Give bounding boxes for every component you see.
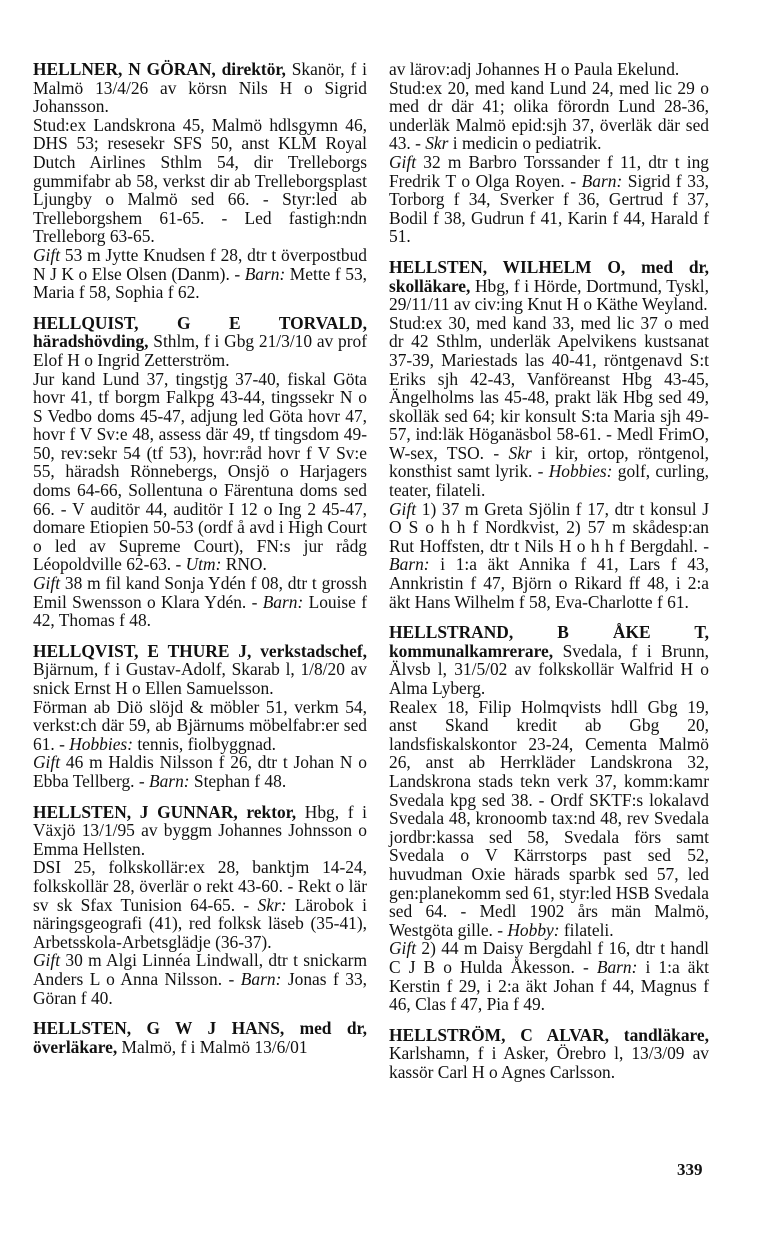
entry-text: Stud:ex 20, med kand Lund 24, med lic 29 o med dr där 41; olika förordn Lund 28-36, underläk Malmö epid:sjh 37, överläk där sed 43. - xyxy=(389,77,709,154)
entry-headword: HELLNER, N GÖRAN, direktör, xyxy=(33,59,286,79)
entry-text: 32 m Barbro Torssander f 11, dtr t ing Fredrik T o Olga Royen. - xyxy=(389,151,709,191)
biography-entry xyxy=(389,258,709,611)
entry-text: Malmö, f i Malmö 13/6/01 xyxy=(117,1036,308,1057)
entry-paragraph xyxy=(33,951,367,1007)
entry-headword: HELLSTRAND, B ÅKE T, kommunalkamrerare, xyxy=(389,622,709,661)
entry-paragraph xyxy=(33,574,367,630)
entry-label: Gift xyxy=(389,938,417,959)
entry-paragraph xyxy=(389,153,709,246)
entry-text: Lärobok i näringsgeografi (41), red folksk läseb (35-41), Arbetsskola-Arbetsglädje (36-37). xyxy=(33,894,367,952)
entry-paragraph xyxy=(33,246,367,302)
biography-entry xyxy=(33,642,367,791)
entry-text: Hbg, f i Växjö 13/1/95 av byggm Johannes Johnsson o Emma Hellsten. xyxy=(33,801,368,859)
entry-label: Barn: xyxy=(244,263,286,284)
entry-label: Gift xyxy=(389,151,417,172)
entry-text: 2) 44 m Daisy Bergdahl f 16, dtr t handl C J B o Hulda Åkesson. - xyxy=(389,938,709,977)
entry-label: Hobbies: xyxy=(69,733,133,754)
biography-entry xyxy=(33,1019,367,1056)
entry-paragraph xyxy=(389,500,709,612)
entry-label: Hobbies: xyxy=(548,461,613,482)
entry-label: Barn: xyxy=(262,591,304,612)
entry-intro xyxy=(33,1019,367,1056)
entry-text: i 1:a äkt Annika f 41, Lars f 43, Annkristin f 47, Björn o Rikard ff 48, i 2:a äkt Hans Wilhelm f 58, Eva-Charlotte f 61. xyxy=(389,554,709,612)
biography-entry xyxy=(33,60,367,302)
entry-label: Gift xyxy=(389,498,417,519)
entry-label: Gift xyxy=(33,573,61,594)
entry-text: golf, curling, teater, filateli. xyxy=(389,461,709,501)
entry-text: Realex 18, Filip Holmqvists hdll Gbg 19, anst Skand kredit ab Gbg 20, landsfiskalskontor 23-24, Cementa Malmö 26, anst ab Herrkläder Landskrona 32, Landskrona stads tekn verk 37, komm:kamr Svedala kpg sed 38. - Ordf SKTF:s lokalavd Svedala 48, kronoomb tax:nd 48, rev Svedala jordbr:kassa sed 58, Svedala förs samt Svedala o V Kärrstorps past sed 52, huvudman Oxie härads sparbk sed 57, led gen:planekomm sed 61, styr:led HSB Svedala sed 64. - Medl 1902 års män Malmö, Westgöta gille. - xyxy=(389,696,709,940)
entry-text: i medicin o pediatrik. xyxy=(448,133,602,154)
left-column xyxy=(33,60,367,1068)
entry-paragraph xyxy=(389,314,709,500)
entry-headword: HELLQVIST, E THURE J, verkstadschef, xyxy=(33,640,367,661)
entry-text: i 1:a äkt Kerstin f 29, i 2:a äkt Johan f 44, Magnus f 46, Clas f 47, Pia f 49. xyxy=(389,956,709,1015)
entry-paragraph xyxy=(33,858,367,951)
entry-intro xyxy=(389,258,709,314)
entry-intro xyxy=(389,1026,709,1082)
entry-intro xyxy=(389,623,709,697)
entry-text: Sigrid f 33, Torborg f 34, Sverker f 36, Gertrud f 37, Bodil f 38, Gudrun f 41, Karin f 44, Harald f 51. xyxy=(389,170,709,247)
entry-paragraph xyxy=(33,698,367,754)
entry-text: Stephan f 48. xyxy=(189,770,287,791)
entry-text: 38 m fil kand Sonja Ydén f 08, dtr t grossh Emil Swensson o Klara Ydén. - xyxy=(33,573,367,612)
biography-entry xyxy=(389,1026,709,1082)
entry-intro xyxy=(33,60,367,116)
entry-text: Louise f 42, Thomas f 48. xyxy=(33,591,367,631)
entry-headword: HELLSTEN, G W J HANS, med dr, överläkare, xyxy=(33,1018,367,1057)
entry-label: Gift xyxy=(33,244,61,265)
entry-text: 1) 37 m Greta Sjölin f 17, dtr t konsul J O S o h h f Nordkvist, 2) 57 m skådesp:an Rut Hoffsten, dtr t Nils H o h h f Bergdahl. - xyxy=(389,498,709,556)
entry-label: Utm: xyxy=(185,554,222,575)
biography-entry xyxy=(389,623,709,1013)
entry-label: Barn: xyxy=(596,956,638,977)
entry-headword: HELLSTEN, WILHELM O, med dr, skolläkare, xyxy=(389,256,709,296)
entry-paragraph xyxy=(33,753,367,790)
entry-text: 30 m Algi Linnéa Lindwall, dtr t snickarm Anders L o Anna Nilsson. - xyxy=(33,950,367,989)
entry-text: Förman ab Diö slöjd & möbler 51, verkm 54, verkst:ch där 59, ab Bjärnums möbelfabr:er sed 61. - xyxy=(33,696,367,754)
entry-paragraph xyxy=(389,698,709,940)
entry-headword: HELLSTRÖM, C ALVAR, tandläkare, xyxy=(389,1024,709,1045)
entry-intro xyxy=(33,803,367,859)
entry-text: Jur kand Lund 37, tingstjg 37-40, fiskal Göta hovr 41, tf borgm Falkpg 43-44, tingssekr N o S Vedbo doms 45-47, adjung led Göta hovr 47, hovr f V Sv:e 48, assess där 49, tf tingsdom 49-50, rev:sekr 54 (tf 53), hovr:råd hovr f V Sv:e 55, häradsh Rönnebergs, Onsjö o Harjagers doms 64-66, Sollentuna o Färentuna doms sed 66. - V auditör 44, auditör I 12 o Ing 2 45-47, domare Etiopien 50-53 (ordf å avd i High Court o led av Supreme Court), FN:s jur rådg Léopoldville 62-63. - xyxy=(33,368,367,575)
biography-entry xyxy=(389,60,709,246)
entry-headword: HELLQUIST, G E TORVALD, häradshövding, xyxy=(33,312,367,352)
entry-text: DSI 25, folkskollär:ex 28, banktjm 14-24, folkskollär 28, överlär o rekt 43-60. - Rekt o lär sv sk Sfax Tunision 64-65. - xyxy=(33,857,367,915)
entry-text: 46 m Haldis Nilsson f 26, dtr t Johan N o Ebba Tellberg. - xyxy=(33,752,367,791)
entry-label: Skr: xyxy=(257,894,287,915)
entry-text: tennis, fiolbyggnad. xyxy=(133,733,276,754)
entry-text: Bjärnum, f i Gustav-Adolf, Skarab l, 1/8/20 av snick Ernst H o Ellen Samuelsson. xyxy=(33,659,367,698)
entry-label: Gift xyxy=(33,950,61,971)
entry-paragraph xyxy=(33,370,367,575)
entry-text: Jonas f 33, Göran f 40. xyxy=(33,968,367,1008)
biography-entry xyxy=(33,803,367,1008)
entry-intro xyxy=(33,314,367,370)
entry-paragraph xyxy=(33,116,367,246)
entry-text: RNO. xyxy=(221,554,267,575)
entry-label: Barn: xyxy=(581,170,623,191)
entry-text: av lärov:adj Johannes H o Paula Ekelund. xyxy=(389,59,680,79)
entry-label: Barn: xyxy=(240,968,282,989)
entry-intro xyxy=(389,60,709,79)
entry-text: Hbg, f i Hörde, Dortmund, Tyskl, 29/11/11 av civ:ing Knut H o Käthe Weyland. xyxy=(389,275,709,315)
entry-paragraph xyxy=(389,939,709,1013)
entry-text: i kir, ortop, röntgenol, konsthist samt lyrik. - xyxy=(389,442,710,482)
entry-text: Mette f 53, Maria f 58, Sophia f 62. xyxy=(33,263,367,303)
entry-text: Svedala, f i Brunn, Älvsb l, 31/5/02 av folkskollär Walfrid H o Alma Lyberg. xyxy=(389,640,709,698)
entry-label: Skr xyxy=(425,133,449,154)
entry-text: Stud:ex 30, med kand 33, med lic 37 o med dr 42 Sthlm, underläk Apelvikens kustsanat 37-39, Mariestads las 40-41, röntgenavd S:t Eriks sjh 42-43, Vanföreanst Hbg 43-45, Ängelholms las 45-48, prakt läk Hbg sed 49, skolläk sed 64; kir konsult S:ta Maria sjh 49-57, ind:läk Höganäsbol 58-61. - Medl FrimO, W-sex, TSO. - xyxy=(389,312,709,463)
entry-headword: HELLSTEN, J GUNNAR, rektor, xyxy=(33,801,297,822)
page-number: 339 xyxy=(677,1160,703,1179)
entry-text: Skanör, f i Malmö 13/4/26 av körsn Nils H o Sigrid Johansson. xyxy=(33,59,367,117)
entry-text: 53 m Jytte Knudsen f 28, dtr t överpostbud N J K o Else Olsen (Danm). - xyxy=(33,244,367,284)
right-column xyxy=(389,60,709,1093)
entry-label: Gift xyxy=(33,752,61,773)
entry-label: Hobby: xyxy=(507,919,560,940)
entry-intro xyxy=(33,642,367,698)
entry-label: Barn: xyxy=(148,770,190,791)
entry-label: Skr xyxy=(508,442,532,463)
entry-text: Sthlm, f i Gbg 21/3/10 av prof Elof H o Ingrid Zetterström. xyxy=(33,331,367,370)
entry-paragraph xyxy=(389,79,709,153)
entry-text: Stud:ex Landskrona 45, Malmö hdlsgymn 46, DHS 53; resesekr SFS 50, anst KLM Royal Dutch Airlines Sthlm 54, dir Trelleborgs gummifabr ab 58, verkst dir ab Trelleborgsplast Ljungby o Malmö sed 66. - Styr:led ab Trelleborgshem 61-65. - Led fastigh:ndn Trelleborg 63-65. xyxy=(33,114,367,247)
biography-entry xyxy=(33,314,367,630)
entry-label: Barn: xyxy=(389,554,430,575)
entry-text: Karlshamn, f i Asker, Örebro l, 13/3/09 av kassör Carl H o Agnes Carlsson. xyxy=(389,1043,709,1082)
entry-text: filateli. xyxy=(559,919,614,940)
